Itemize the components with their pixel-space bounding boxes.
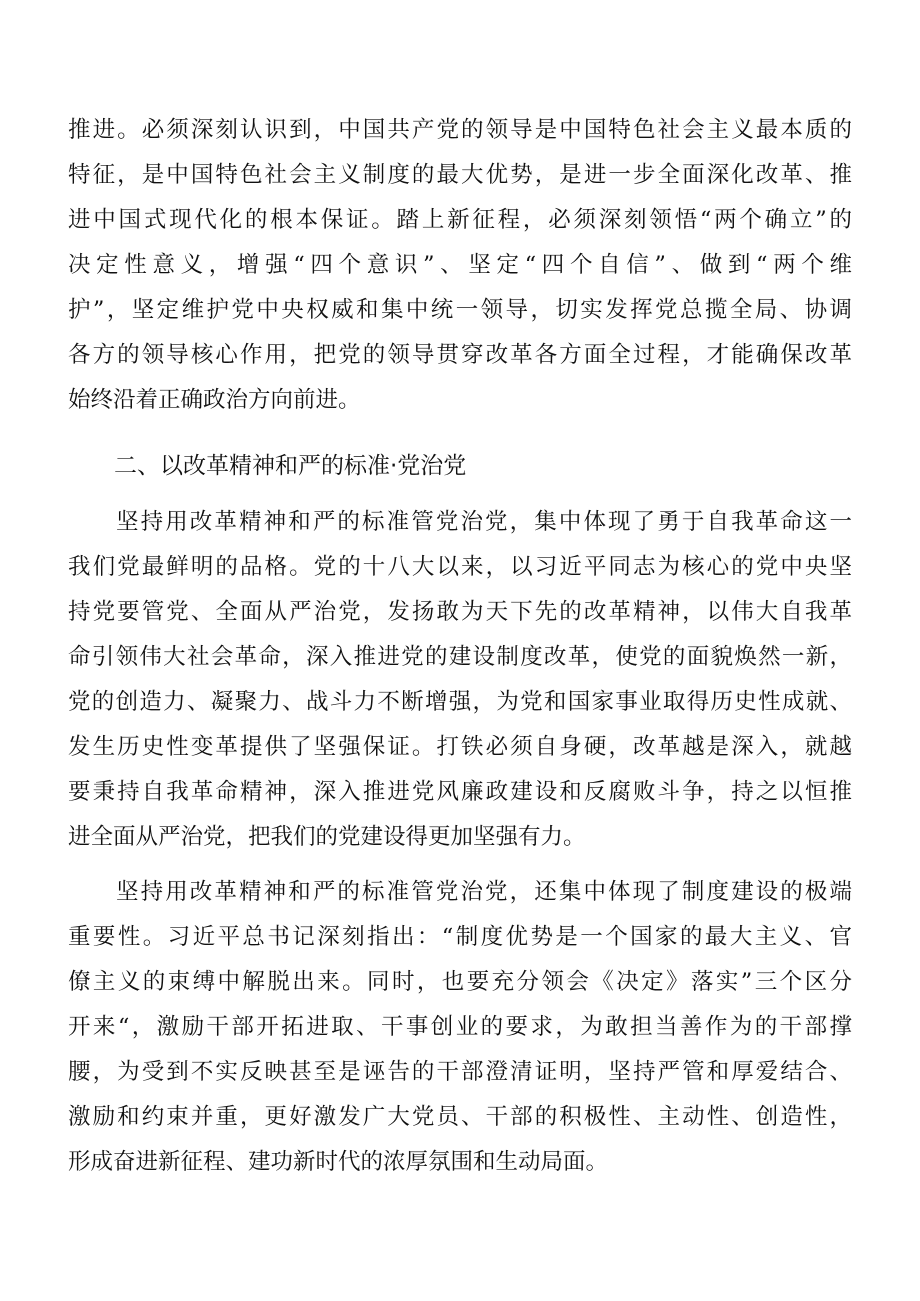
paragraph-line: 命引领伟大社会革命，深入推进党的建设制度改革，使党的面貌焕然一新，	[68, 644, 852, 670]
paragraph-line: 始终沿着正确政治方向前进。	[68, 387, 361, 413]
paragraph-line: 决定性意义，增强“四个意识”、坚定“四个自信”、做到“两个维	[68, 252, 852, 278]
paragraph-line: 重要性。习近平总书记深刻指出：“制度优势是一个国家的最大主义、官	[68, 924, 852, 950]
paragraph-line: 激励和约束并重，更好激发广大党员、干部的积极性、主动性、创造性，	[68, 1104, 852, 1130]
paragraph-line: 进中国式现代化的根本保证。踏上新征程，必须深刻领悟“两个确立”的	[68, 207, 852, 233]
paragraph-line: 我们党最鲜明的品格。党的十八大以来，以习近平同志为核心的党中央坚	[68, 554, 852, 580]
paragraph-line: 开来“，激励干部开拓进取、干事创业的要求，为敢担当善作为的干部撑	[68, 1014, 852, 1040]
paragraph-line: 进全面从严治党，把我们的党建设得更加坚强有力。	[68, 824, 586, 850]
section-heading: 二、以改革精神和严的标准·党治党	[114, 453, 467, 479]
paragraph-line: 坚持用改革精神和严的标准管党治党，还集中体现了制度建设的极端	[116, 879, 852, 905]
paragraph-line: 坚持用改革精神和严的标准管党治党，集中体现了勇于自我革命这一	[116, 509, 852, 535]
paragraph-line: 党的创造力、凝聚力、战斗力不断增强，为党和国家事业取得历史性成就、	[68, 689, 852, 715]
paragraph-line: 发生历史性变革提供了坚强保证。打铁必须自身硬，改革越是深入，就越	[68, 734, 852, 760]
paragraph-line: 推进。必须深刻认识到，中国共产党的领导是中国特色社会主义最本质的	[68, 117, 852, 143]
paragraph-line: 各方的领导核心作用，把党的领导贯穿改革各方面全过程，才能确保改革	[68, 342, 852, 368]
paragraph-line: 护”，坚定维护党中央权威和集中统一领导，切实发挥党总揽全局、协调	[68, 297, 852, 323]
paragraph-line: 特征，是中国特色社会主义制度的最大优势，是进一步全面深化改革、推	[68, 162, 852, 188]
paragraph-line: 腰，为受到不实反映甚至是诬告的干部澄清证明，坚持严管和厚爱结合、	[68, 1059, 852, 1085]
paragraph-line: 僚主义的束缚中解脱出来。同时，也要充分领会《决定》落实”三个区分	[68, 969, 852, 995]
paragraph-line: 要秉持自我革命精神，深入推进党风廉政建设和反腐败斗争，持之以恒推	[68, 779, 852, 805]
paragraph-line: 持党要管党、全面从严治党，发扬敢为天下先的改革精神，以伟大自我革	[68, 599, 852, 625]
paragraph-line: 形成奋进新征程、建功新时代的浓厚氛围和生动局面。	[68, 1149, 609, 1175]
